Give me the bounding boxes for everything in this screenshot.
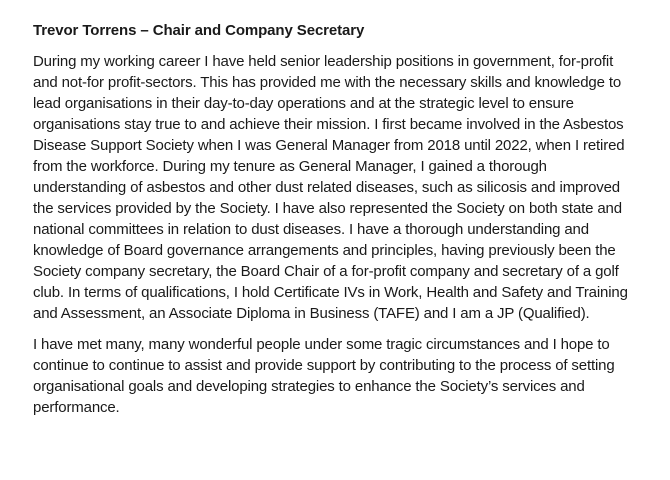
bio-paragraph-career: During my working career I have held senior leadership positions in government, for-profit and not-for profit-sectors. This has provided me with the necessary skills and knowledge to lead organisations in their day-to-day operations and at the strategic level to ensure organisations stay true to and achieve their mission. I first became involved in the Asbestos Disease Support Society when I was General Manager from 2018 until 2022, when I retired from the workforce. During my tenure as General Manager, I gained a thorough understanding of asbestos and other dust related diseases, such as silicosis and improved the services provided by the Society. I have also represented the Society on both state and national committees in relation to dust diseases. I have a thorough understanding and knowledge of Board governance arrangements and principles, having previously been the Society company secretary, the Board Chair of a for-profit company and secretary of a golf club. In terms of qualifications, I hold Certificate IVs in Work, Health and Safety and Training and Assessment, an Associate Diploma in Business (TAFE) and I am a JP (Qualified). bbox=[33, 53, 628, 322]
bio-paragraph-aspirations: I have met many, many wonderful people under some tragic circumstances and I hope to continue to continue to assist and provide support by contributing to the process of setting organisational goals and developing strategies to enhance the Society’s services and performance. bbox=[33, 336, 615, 416]
board-member-bio bbox=[33, 20, 638, 428]
member-name-heading: Trevor Torrens – Chair and Company Secretary bbox=[33, 22, 365, 39]
